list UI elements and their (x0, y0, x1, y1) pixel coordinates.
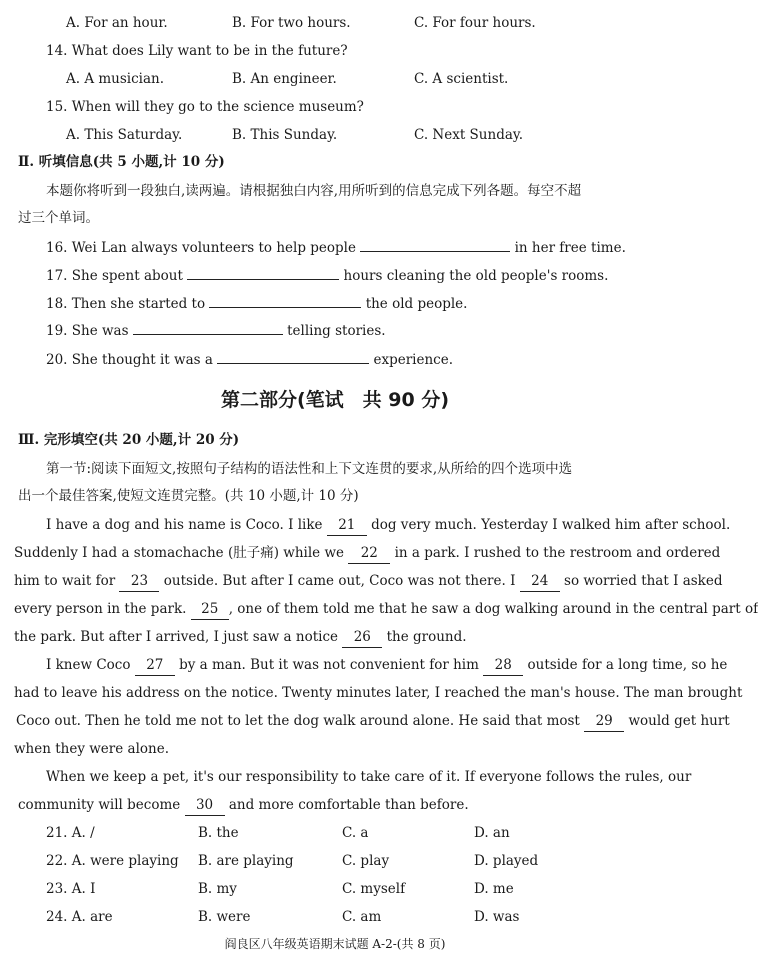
q15-option-c: C. Next Sunday. (414, 127, 524, 143)
q13-option-b: B. For two hours. (232, 15, 351, 31)
q15-option-b: B. This Sunday. (232, 127, 338, 143)
part2-heading: Ⅱ. 听填信息(共 5 小题,计 10 分) (18, 154, 225, 170)
q16-blank[interactable] (360, 237, 510, 252)
passage-text: community will become (18, 797, 181, 813)
q17 (46, 265, 608, 286)
cloze-blank-29[interactable]: 29 (584, 711, 624, 732)
q16-text-before: 16. Wei Lan always volunteers to help people (46, 240, 356, 256)
part3-instruction-line2: 出一个最佳答案,使短文连贯完整。(共 10 小题,计 10 分) (18, 488, 359, 504)
q14-option-c: C. A scientist. (414, 71, 509, 87)
passage-text: so worried that I asked (564, 573, 723, 589)
q13-option-c: C. For four hours. (414, 15, 536, 31)
passage-text: I have a dog and his name is Coco. I like (46, 517, 323, 533)
option-24-a: 24. A. are (46, 909, 113, 925)
cloze-blank-22[interactable]: 22 (348, 543, 390, 564)
part2-instruction-line1: 本题你将听到一段独白,读两遍。请根据独白内容,用所听到的信息完成下列各题。每空不超 (46, 183, 582, 199)
passage-line (46, 515, 730, 536)
q19-text-after: telling stories. (287, 323, 386, 339)
q17-text-before: 17. She spent about (46, 268, 183, 284)
cloze-blank-27[interactable]: 27 (135, 655, 175, 676)
passage-text: would get hurt (628, 713, 730, 729)
part2-instruction-line2: 过三个单词。 (18, 210, 99, 226)
passage-text: and more comfortable than before. (228, 797, 469, 813)
passage-line (16, 711, 730, 732)
q19-text-before: 19. She was (46, 323, 129, 339)
option-22-b: B. are playing (198, 853, 294, 869)
q16 (46, 237, 626, 258)
q20-text-after: experience. (373, 352, 454, 368)
passage-line (14, 571, 723, 592)
passage-line: when they were alone. (14, 741, 169, 757)
option-21-a: 21. A. / (46, 825, 95, 841)
cloze-blank-26[interactable]: 26 (342, 627, 382, 648)
part3-instruction-line1: 第一节:阅读下面短文,按照句子结构的语法性和上下文连贯的要求,从所给的四个选项中选 (46, 461, 573, 477)
q14-stem: 14. What does Lily want to be in the future? (46, 43, 348, 59)
q19-blank[interactable] (133, 320, 283, 335)
q17-text-after: hours cleaning the old people's rooms. (343, 268, 609, 284)
passage-text: I knew Coco (46, 657, 131, 673)
page-footer: 阎良区八年级英语期末试题 A-2-(共 8 页) (224, 937, 446, 951)
section-title: 第二部分(笔试 共 90 分) (220, 389, 450, 411)
passage-line (46, 655, 727, 676)
option-24-b: B. were (198, 909, 251, 925)
option-23-d: D. me (474, 881, 514, 897)
passage-line (14, 599, 758, 620)
passage-text: in a park. I rushed to the restroom and ordered (394, 545, 721, 561)
passage-line: When we keep a pet, it's our responsibility to take care of it. If everyone follows the rules, our (46, 769, 692, 785)
cloze-blank-30[interactable]: 30 (185, 795, 225, 816)
option-21-b: B. the (198, 825, 239, 841)
passage-text: him to wait for (14, 573, 116, 589)
part3-heading: Ⅲ. 完形填空(共 20 小题,计 20 分) (18, 432, 240, 448)
q18-text-before: 18. Then she started to (46, 296, 206, 312)
q20 (46, 349, 453, 370)
q18 (46, 293, 467, 314)
option-24-d: D. was (474, 909, 520, 925)
q20-blank[interactable] (217, 349, 369, 364)
q15-option-a: A. This Saturday. (66, 127, 183, 143)
passage-text: Coco out. Then he told me not to let the dog walk around alone. He said that most (16, 713, 580, 729)
q15-stem: 15. When will they go to the science museum? (46, 99, 364, 115)
passage-line (14, 543, 720, 564)
option-23-b: B. my (198, 881, 237, 897)
option-21-d: D. an (474, 825, 510, 841)
option-23-a: 23. A. I (46, 881, 96, 897)
passage-text: every person in the park. (14, 601, 187, 617)
passage-text: outside. But after I came out, Coco was not there. I (163, 573, 516, 589)
cloze-blank-21[interactable]: 21 (327, 515, 367, 536)
passage-line (18, 795, 469, 816)
passage-line (14, 627, 467, 648)
q16-text-after: in her free time. (514, 240, 626, 256)
q13-option-a: A. For an hour. (66, 15, 168, 31)
q17-blank[interactable] (187, 265, 339, 280)
q18-text-after: the old people. (365, 296, 468, 312)
option-22-a: 22. A. were playing (46, 853, 179, 869)
q18-blank[interactable] (209, 293, 361, 308)
option-22-c: C. play (342, 853, 390, 869)
option-21-c: C. a (342, 825, 369, 841)
passage-text: by a man. But it was not convenient for him (179, 657, 479, 673)
passage-text: dog very much. Yesterday I walked him after school. (371, 517, 731, 533)
cloze-blank-24[interactable]: 24 (520, 571, 560, 592)
cloze-blank-25[interactable]: 25 (191, 599, 229, 620)
cloze-blank-28[interactable]: 28 (483, 655, 523, 676)
q20-text-before: 20. She thought it was a (46, 352, 213, 368)
passage-text: outside for a long time, so he (527, 657, 728, 673)
cloze-blank-23[interactable]: 23 (119, 571, 159, 592)
q19 (46, 320, 386, 341)
passage-text: the ground. (386, 629, 467, 645)
passage-line: had to leave his address on the notice. Twenty minutes later, I reached the man's house. The man brought (14, 685, 743, 701)
passage-text: the park. But after I arrived, I just saw a notice (14, 629, 339, 645)
option-22-d: D. played (474, 853, 539, 869)
option-23-c: C. myself (342, 881, 406, 897)
passage-text: Suddenly I had a stomachache (肚子痛) while we (14, 545, 344, 561)
q14-option-b: B. An engineer. (232, 71, 337, 87)
option-24-c: C. am (342, 909, 382, 925)
q14-option-a: A. A musician. (66, 71, 165, 87)
passage-text: , one of them told me that he saw a dog walking around in the central part of (228, 601, 758, 617)
